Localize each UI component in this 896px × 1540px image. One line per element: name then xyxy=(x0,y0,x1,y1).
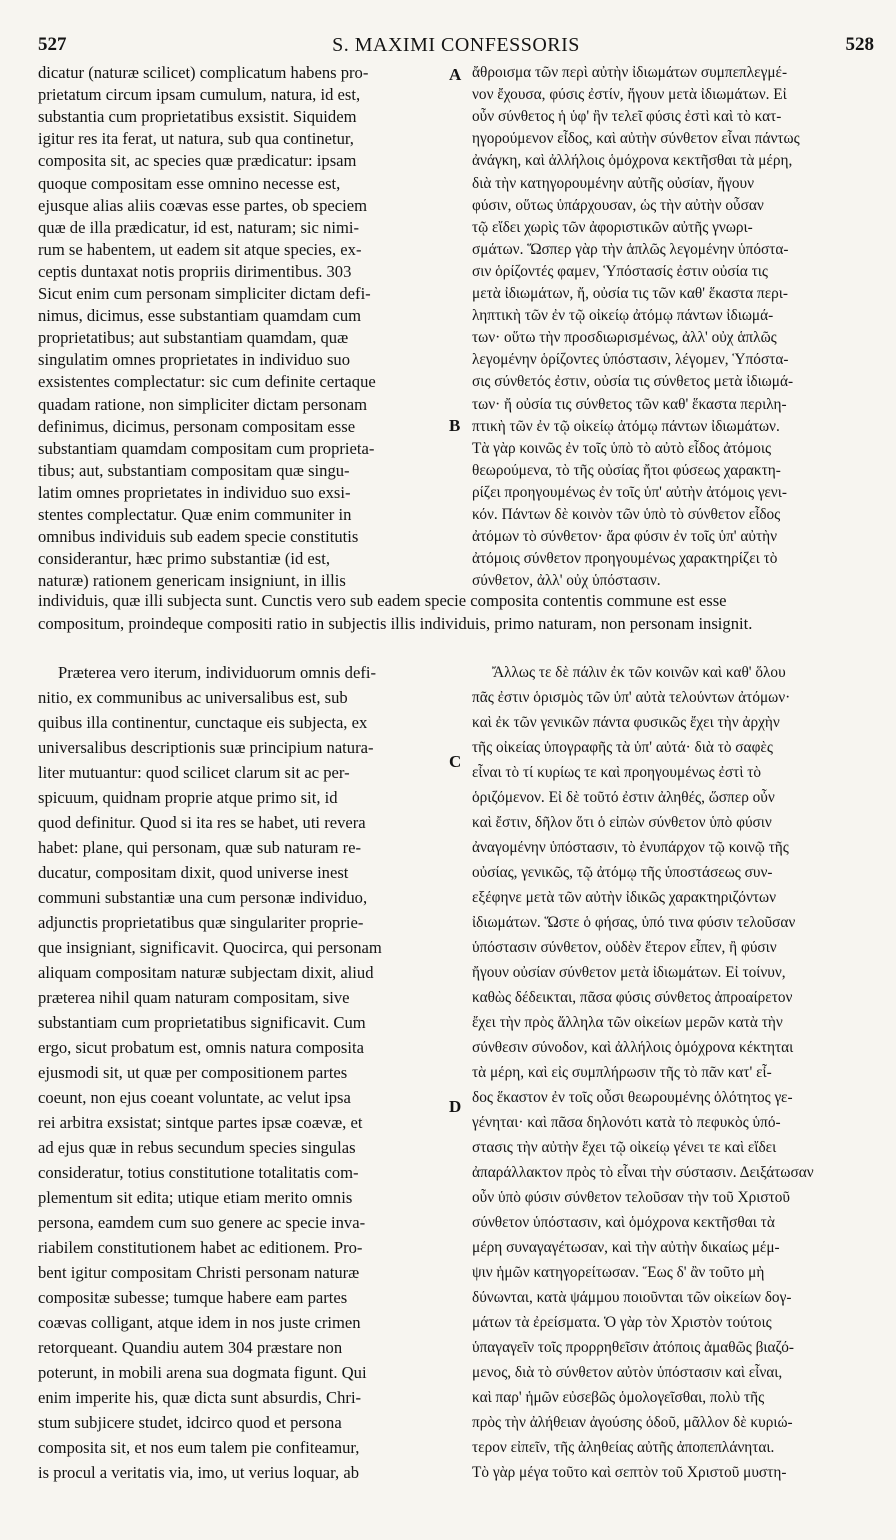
text-line: ἀναγομένην ὑπόστασιν, τὸ ἐνυπάρχον τῷ κοινῷ τῆς xyxy=(472,839,789,856)
text-line: μάτων τὰ ἐρείσματα. Ὁ γὰρ τὸν Χριστὸν τούτοις xyxy=(472,1314,772,1331)
text-line: Ἄλλως τε δὲ πάλιν ἐκ τῶν κοινῶν καὶ καθ' ὅλου xyxy=(492,664,786,681)
text-line: πρὸς τὴν ἀλήθειαν ἀγούσης ὁδοῦ, μᾶλλον δὲ κυριώ- xyxy=(472,1414,793,1431)
text-line: των· οὕτω τὴν προσδιωρισμένως, ἀλλ' οὐχ ἁπλῶς xyxy=(472,329,777,347)
text-line: quod definitur. Quod si ita res se habet, uti revera xyxy=(38,813,366,832)
text-line: θεωρούμενα, τὸ τῆς οὐσίας ἤτοι φύσεως χαρακτη- xyxy=(472,461,781,479)
latin-column-bottom xyxy=(38,662,444,1492)
text-line: ὑπαγαγεῖν τοῖς προρρηθεῖσιν ἀτόποις ἀμαθῶς βιαζό- xyxy=(472,1339,795,1356)
greek-column-bottom xyxy=(472,662,878,1492)
text-line: habet: plane, qui personam, quæ sub naturam re- xyxy=(38,838,362,857)
margin-marker-c: C xyxy=(449,752,462,771)
text-line: poterunt, in mobili arena sua dogmata figunt. Qui xyxy=(38,1363,367,1382)
text-line: coævas colligant, atque idem in nos juste crimen xyxy=(38,1313,361,1332)
text-line: ληπτικὴ τῶν ἐν τῷ οἰκείῳ ἀτόμῳ πάντων ἰδιωμά- xyxy=(472,307,774,325)
text-line: que insigniant, significavit. Quocirca, qui personam xyxy=(38,938,382,957)
text-line: οὖν σύνθετος ἡ ὑφ' ἣν τελεῖ φύσις ἐστὶ καὶ τὸ κατ- xyxy=(472,108,782,126)
text-line: τῆς οἰκείας ὑπογραφῆς τὰ ὑπ' αὐτά· διὰ τὸ σαφὲς xyxy=(472,739,773,756)
text-line: καὶ ἐκ τῶν γενικῶν πάντα φυσικῶς ἔχει τὴν ἀρχὴν xyxy=(472,714,780,731)
text-line: singulatim omnes proprietates in individuo suo xyxy=(38,350,351,370)
text-line: præterea nihil quam naturam compositam, sive xyxy=(38,988,350,1007)
text-line: definimus, dicimus, personam compositam esse xyxy=(38,416,356,436)
text-line: φύσιν, οὕτως ὑπάρχουσαν, ὡς τὴν αὐτὴν οὖσαν xyxy=(472,196,764,214)
text-line: καὶ παρ' ἡμῶν εὐσεβῶς ὁμολογεῖσθαι, πολὺ τῆς xyxy=(472,1389,765,1406)
text-line: compositum, proindeque compositi ratio in subjectis illis individuis, primo naturam, non personam insignit. xyxy=(38,613,753,633)
text-line: nitio, ex communibus ac universalibus est, sub xyxy=(38,688,348,707)
text-line: coeunt, non ejus coeant voluntate, ac velut ipsa xyxy=(38,1088,351,1107)
page-number-right: 528 xyxy=(845,34,874,55)
text-line: omnibus individuis sub eadem specie constitutis xyxy=(38,527,359,547)
text-line: σύνθετον, ἀλλ' οὐχ ὑπόστασιν. xyxy=(472,572,661,590)
text-line: διὰ τὴν κατηγορουμένην αὐτῆς οὐσίαν, ἤγουν xyxy=(472,174,755,192)
text-line: prietatum circum ipsam cumulum, natura, id est, xyxy=(38,85,361,105)
text-line: proprietatibus; aut substantiam quamdam, quæ xyxy=(38,328,349,348)
text-line: composita sit, ac species quæ prædicatur: ipsam xyxy=(38,151,357,171)
text-line: ἀτόμοις σύνθετον προηγουμένως χαρακτηρίζει τὸ xyxy=(472,550,778,568)
text-line: μετὰ ἰδιωμάτων, ἤ, οὐσία τις τῶν καθ' ἕκαστα περι- xyxy=(472,285,789,302)
text-line: plementum sit edita; utique etiam merito omnis xyxy=(38,1188,353,1207)
text-line: stum subjicere studet, idcirco quod et persona xyxy=(38,1413,342,1432)
text-line: ducatur, compositam dixit, quod universe inest xyxy=(38,863,349,882)
running-title: S. MAXIMI CONFESSORIS xyxy=(332,34,580,56)
text-line: ceptis duntaxat notis propriis dirimentibus. 303 xyxy=(38,261,352,281)
text-line: δύνωνται, κατὰ ψάμμου ποιοῦνται τῶν οἰκείων δογ- xyxy=(472,1289,792,1306)
text-line: οὖν ὑπὸ φύσιν σύνθετον τελοῦσαν τὴν τοῦ Χριστοῦ xyxy=(472,1189,790,1206)
text-line: rum se habentem, ut eadem sit atque species, ex- xyxy=(38,239,362,259)
text-line: ὁριζόμενον. Εἰ δὲ τοῦτό ἐστιν ἀληθές, ὥσπερ οὖν xyxy=(472,789,775,806)
text-line: latim omnes proprietates in individuo suo exsi- xyxy=(38,482,351,502)
text-line: substantiam cum proprietatibus significavit. Cum xyxy=(38,1013,366,1032)
text-line: quoque compositam esse omnino necesse est, xyxy=(38,173,341,193)
text-line: γένηται· καὶ πᾶσα δηλονότι κατὰ τὸ πεφυκὸς ὑπό- xyxy=(472,1114,781,1131)
text-line: compositæ subesse; tumque habere eam partes xyxy=(38,1288,348,1307)
text-line: spicuum, quidnam proprie atque primo sit, id xyxy=(38,788,338,807)
text-line: considerantur, hæc primo substantiæ (id est, xyxy=(38,549,330,569)
text-line: Sicut enim cum personam simpliciter dictam defi- xyxy=(38,284,371,303)
text-line: ergo, sicut probatum est, omnis natura composita xyxy=(38,1038,364,1057)
text-line: retorqueant. Quandiu autem 304 præstare non xyxy=(38,1338,343,1357)
text-line: σις σύνθετός ἐστιν, οὐσία τις σύνθετος μετὰ ἰδιωμά- xyxy=(472,373,794,391)
greek-column-top xyxy=(472,62,878,592)
text-line: quæ de illa prædicatur, id est, naturam; sic nimi- xyxy=(38,217,360,237)
text-line: σύνθεσιν σύνοδον, καὶ ἀλλήλοις ὁμόχρονα κέκτηται xyxy=(472,1039,794,1056)
text-line: Præterea vero iterum, individuorum omnis defi- xyxy=(58,663,376,682)
text-line: substantia cum proprietatibus exsistit. Siquidem xyxy=(38,107,357,127)
text-line: μέρη συναγαγέτωσαν, καὶ τὴν αὐτὴν δικαίως μέμ- xyxy=(472,1239,780,1256)
text-line: ejusque alias aliis coævas esse partes, ob speciem xyxy=(38,195,368,215)
text-line: στασις τὴν αὐτὴν ἔχει τῷ οἰκείῳ γένει τε καὶ εἴδει xyxy=(472,1139,777,1156)
page-number-left: 527 xyxy=(38,34,67,55)
text-line: Τὰ γὰρ κοινῶς ἐν τοῖς ὑπὸ τὸ αὐτὸ εἶδος ἀτόμοις xyxy=(472,439,772,457)
text-line: ἤγουν οὐσίαν σύνθετον μετὰ ἰδιωμάτων. Εἰ τοίνυν, xyxy=(472,964,786,981)
text-line: δος ἕκαστον ἐν τοῖς οὖσι θεωρουμένης ὁλότητος γε- xyxy=(472,1089,793,1106)
text-line: tibus; aut, substantiam compositam quæ singu- xyxy=(38,460,350,480)
text-line: τερον εἰπεῖν, τῆς ἀληθείας αὐτῆς ἀποπεπλάνηται. xyxy=(472,1439,775,1456)
text-line: των· ἤ οὐσία τις σύνθετος τῶν καθ' ἕκαστα περιλη- xyxy=(472,395,787,413)
margin-marker-d: D xyxy=(449,1097,462,1116)
text-line: aliquam compositam naturæ subjectam dixit, aliud xyxy=(38,963,374,982)
text-line: stentes complectatur. Quæ enim communiter in xyxy=(38,505,352,524)
text-line: igitur res ita ferat, ut natura, sub qua continetur, xyxy=(38,129,354,149)
running-header xyxy=(38,34,874,60)
text-line: τὰ μέρη, καὶ εἰς συμπλήρωσιν τῆς τὸ πᾶν κατ' εἶ- xyxy=(472,1064,772,1081)
latin-column-top xyxy=(38,62,444,592)
text-line: καὶ ἔστιν, δῆλον ὅτι ὁ εἰπὼν σύνθετον ὑπὸ φύσιν xyxy=(472,814,772,831)
text-line: bent igitur compositam Christi personam naturæ xyxy=(38,1263,360,1282)
text-line: consideratur, totius constitutione totalitatis com- xyxy=(38,1163,359,1182)
text-line: τῷ εἴδει χωρὶς τῶν ἀφοριστικῶν αὐτῆς γνωρι- xyxy=(472,218,753,236)
text-line: ηγορούμενον εἶδος, καὶ αὐτὴν σύνθετον εἶναι πάντως xyxy=(472,130,800,148)
text-line: καθὼς δέδεικται, πᾶσα φύσις σύνθετος ἀπροαίρετον xyxy=(472,989,793,1006)
text-line: rei arbitra exsistat; sintque partes ipsæ coævæ, et xyxy=(38,1113,363,1132)
text-line: communi substantiæ una cum personæ individuo, xyxy=(38,888,368,907)
text-line: σιν ὁρίζοντές φαμεν, Ὑπόστασίς ἐστιν οὐσία τις xyxy=(472,262,768,280)
text-line: individuis, quæ illi subjecta sunt. Cunctis vero sub eadem specie composita contentis commune est esse xyxy=(38,591,727,610)
text-line: nimus, dicimus, esse substantiam quamdam cum xyxy=(38,306,362,326)
margin-marker-b: B xyxy=(449,416,461,435)
text-line: σμάτων. Ὥσπερ γὰρ τὴν ἁπλῶς λεγομένην ὑπόστα- xyxy=(472,240,789,258)
text-line: composita sit, et nos eum talem pie confiteamur, xyxy=(38,1438,360,1457)
text-line: ejusmodi sit, ut quæ per compositionem partes xyxy=(38,1063,348,1082)
text-line: dicatur (naturæ scilicet) complicatum habens pro- xyxy=(38,63,369,82)
text-line: naturæ) rationem genericam insigniunt, in illis xyxy=(38,571,346,591)
text-line: κόν. Πάντων δὲ κοινὸν τῶν ὑπὸ τὸ σύνθετον εἶδος xyxy=(472,506,781,523)
text-line: Τὸ γὰρ μέγα τοῦτο καὶ σεπτὸν τοῦ Χριστοῦ μυστη- xyxy=(472,1464,787,1481)
text-line: εξέφηνε μετὰ τῶν αὐτὴν ἰδικῶς χαρακτηριζόντων xyxy=(472,889,776,906)
text-line: μενος, διὰ τὸ σύνθετον αὐτὸν ὑπόστασιν καὶ εἶναι, xyxy=(472,1364,783,1381)
margin-marker-a: A xyxy=(449,65,462,84)
text-line: universalibus descriptionis suæ principium natura- xyxy=(38,738,374,757)
text-line: substantiam quamdam compositam cum proprieta- xyxy=(38,438,375,458)
text-line: ἄθροισμα τῶν περὶ αὐτὴν ἰδιωμάτων συμπεπλεγμέ- xyxy=(472,64,788,81)
full-width-lines xyxy=(38,590,878,634)
text-line: ἀνάγκη, καὶ ἀλλήλοις ὁμόχρονα κεκτῆσθαι τὰ μέρη, xyxy=(472,152,793,170)
text-line: νον ἔχουσα, φύσις ἐστίν, ἤγουν μετὰ ἰδιωμάτων. Εἰ xyxy=(472,86,787,104)
text-line: ἰδιωμάτων. Ὥστε ὁ φήσας, ὑπό τινα φύσιν τελοῦσαν xyxy=(472,914,796,931)
text-line: is procul a veritatis via, imo, ut verius loquar, ab xyxy=(38,1463,359,1482)
text-line: enim imperite his, quæ dicta sunt absurdis, Chri- xyxy=(38,1388,362,1407)
text-line: ἀτόμων τὸ σύνθετον· ἄρα φύσιν ἐν τοῖς ὑπ' αὐτὴν xyxy=(472,528,778,546)
text-line: πτικὴ τῶν ἐν τῷ οἰκείῳ ἀτόμῳ πάντων ἰδιωμάτων. xyxy=(472,417,780,435)
text-line: quibus illa continentur, cunctaque eis subjecta, ex xyxy=(38,713,368,732)
text-line: exsistentes complectatur: sic cum definite certaque xyxy=(38,372,376,392)
text-line: σύνθετον ὑπόστασιν, καὶ ὁμόχρονα κεκτῆσθαι τὰ xyxy=(472,1214,775,1231)
text-line: persona, eamdem cum suo genere ac specie inva- xyxy=(38,1213,366,1232)
text-line: πᾶς ἐστιν ὁρισμὸς τῶν ὑπ' αὐτὰ τελούντων ἀτόμων· xyxy=(472,689,791,706)
text-line: εἶναι τὸ τί κυρίως τε καὶ προηγουμένως ἐστὶ τὸ xyxy=(472,764,762,781)
text-line: riabilem constitutionem habet ac editionem. Pro- xyxy=(38,1238,363,1257)
text-line: quadam ratione, non simpliciter dictam personam xyxy=(38,394,368,414)
text-line: ὑπόστασιν σύνθετον, οὐδὲν ἕτερον εἶπεν, ἢ φύσιν xyxy=(472,939,777,956)
text-line: ἀπαράλλακτον πρὸς τὸ εἶναι τὴν σύστασιν. Δειξάτωσαν xyxy=(472,1164,814,1181)
text-line: ἔχει τὴν πρὸς ἄλληλα τῶν οἰκείων μερῶν κατὰ τὴν xyxy=(472,1014,783,1031)
text-line: liter mutuantur: quod scilicet clarum sit ac per- xyxy=(38,763,350,782)
text-line: adjunctis proprietatibus quæ singulariter proprie- xyxy=(38,913,364,932)
text-line: οὐσίας, γενικῶς, τῷ ἀτόμῳ τῆς ὑποστάσεως συν- xyxy=(472,864,773,881)
text-line: λεγομένην ὁρίζοντες ὑπόστασιν, λέγομεν, Ὑπόστα- xyxy=(472,351,789,369)
text-line: ρίζει προηγουμένως ἐν τοῖς ὑπ' αὐτὴν ἀτόμοις γενι- xyxy=(472,483,787,501)
text-line: ad ejus quæ in rebus secundum species singulas xyxy=(38,1138,356,1157)
text-line: ψιν ἡμῶν κατηγορείτωσαν. Ἕως δ' ἂν τοῦτο μὴ xyxy=(472,1264,765,1281)
